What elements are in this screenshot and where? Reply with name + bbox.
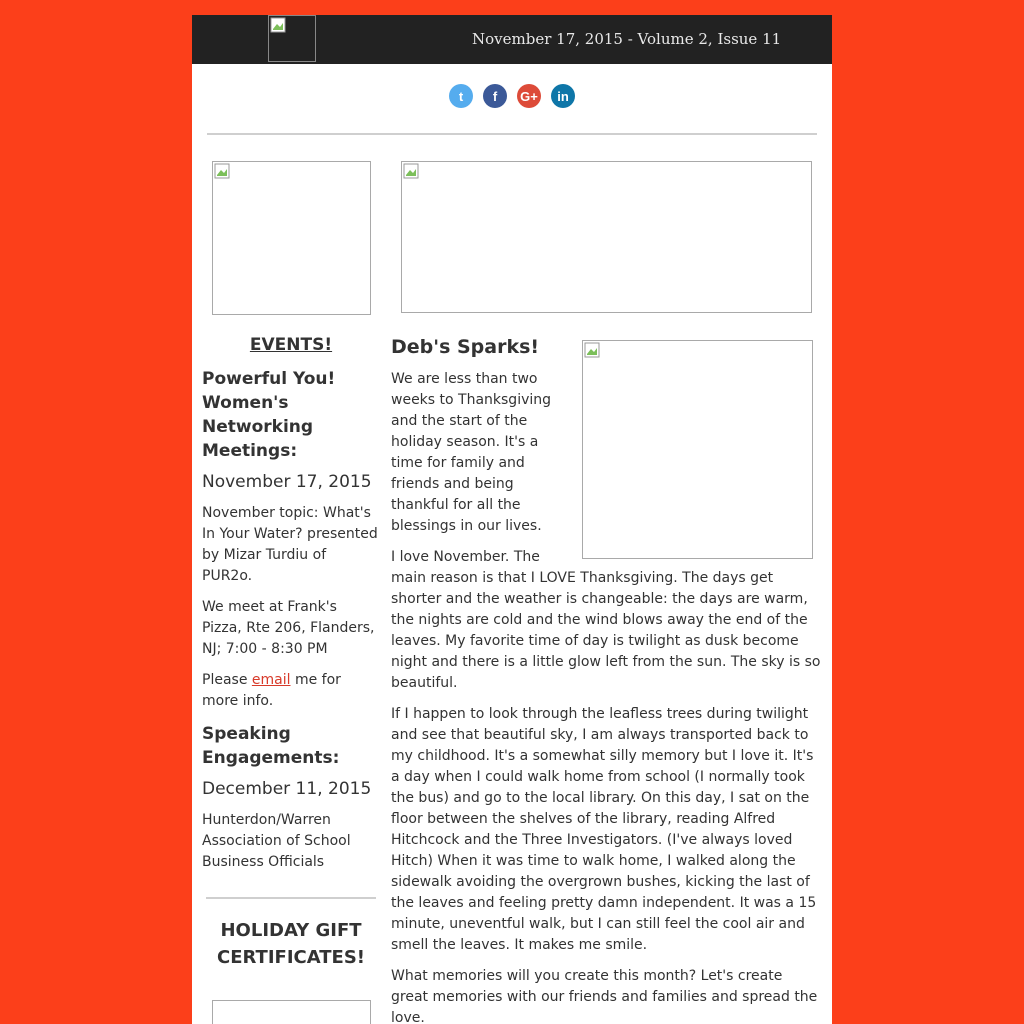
twitter-icon[interactable]: t xyxy=(449,84,473,108)
article-image xyxy=(582,340,813,559)
linkedin-icon[interactable]: in xyxy=(551,84,575,108)
divider xyxy=(206,897,376,899)
meetings-topic: November topic: What's In Your Water? presented by Mizar Turdiu of PUR2o. xyxy=(202,505,378,584)
contact-suffix: me for more info. xyxy=(202,672,341,709)
article-paragraph: If I happen to look through the leafless trees during twilight and see that beautiful sky, I am always transported back to my childhood. It's a somewhat silly memory but I love it. It's a day when I could walk home from school (I normally took the bus) and go to the local library. On this day, I sat on the floor between the shelves of the library, reading Alfred Hitchcock and the Three Investigators. (I've always loved Hitch) When it was time to walk home, I walked along the sidewalk avoiding the overgrown bushes, kicking the last of the leaves and feeling pretty damn independent. It was a 15 minute, uneventful walk, but I can still feel the cool air and smell the leaves. It makes me smile. xyxy=(391,706,817,953)
speaking-date: December 11, 2015 xyxy=(202,779,372,799)
contact-text xyxy=(202,670,380,712)
divider xyxy=(207,133,817,135)
article-paragraph: What memories will you create this month? Let's create great memories with our friends and families and spread the love. xyxy=(391,968,818,1024)
broken-image-icon xyxy=(403,163,419,179)
speaking-org: Hunterdon/Warren Association of School Business Officials xyxy=(202,812,351,870)
events-column xyxy=(202,335,380,1024)
broken-image-icon xyxy=(214,163,230,179)
meetings-heading: Powerful You! Women's Networking Meetings: xyxy=(202,369,336,461)
meetings-date: November 17, 2015 xyxy=(202,472,372,492)
facebook-icon[interactable]: f xyxy=(483,84,507,108)
speaking-heading: Speaking Engagements: xyxy=(202,724,340,768)
header-banner-image xyxy=(401,161,812,313)
gift-certificates-title: HOLIDAY GIFT CERTIFICATES! xyxy=(216,920,366,968)
email-link[interactable]: email xyxy=(251,672,291,688)
meetings-location: We meet at Frank's Pizza, Rte 206, Flanders, NJ; 7:00 - 8:30 PM xyxy=(202,599,375,657)
events-title: EVENTS! xyxy=(249,335,333,355)
broken-image-icon xyxy=(270,17,286,33)
header-bar xyxy=(192,15,832,64)
article-paragraph: I love November. The main reason is that I LOVE Thanksgiving. The days get shorter and the weather is changeable: the days are warm, the nights are cold and the wind blows away the end of the leaves. My favorite time of day is twilight as dusk become night and there is a little glow left from the sun. The sky is so beautiful. xyxy=(391,549,821,691)
broken-image-icon xyxy=(584,342,600,358)
issue-date-volume: November 17, 2015 - Volume 2, Issue 11 xyxy=(472,30,782,48)
article-title: Deb's Sparks! xyxy=(391,336,540,358)
article-column xyxy=(391,335,823,1024)
newsletter-container xyxy=(192,15,832,1024)
events-banner-image xyxy=(212,161,371,315)
article-paragraph: We are less than two weeks to Thanksgiving and the start of the holiday season. It's a time for family and friends and being thankful for all the blessings in our lives. xyxy=(391,371,552,534)
google-plus-icon[interactable]: G+ xyxy=(517,84,541,108)
contact-prefix: Please xyxy=(202,672,252,688)
logo-image xyxy=(268,15,316,62)
gift-certificate-image xyxy=(212,1000,371,1024)
